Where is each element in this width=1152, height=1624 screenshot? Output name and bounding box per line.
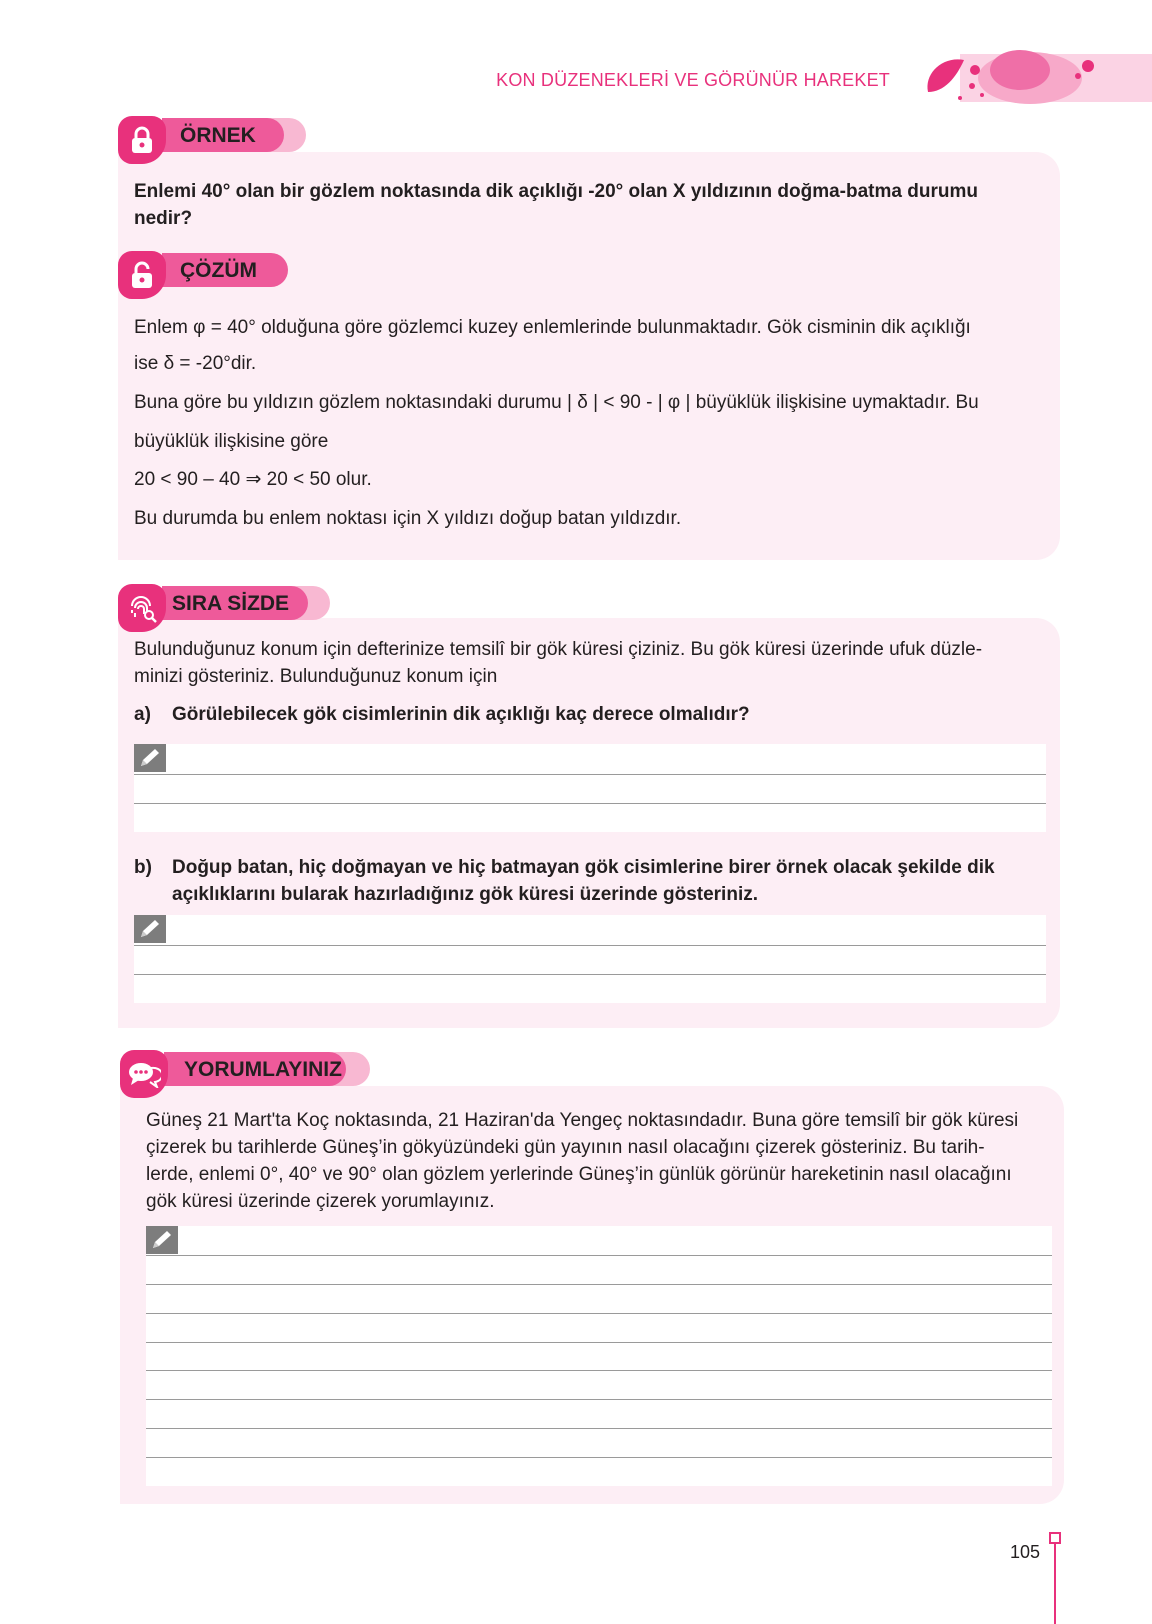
item-b-line1: Doğup batan, hiç doğmayan ve hiç batmayan gök cisimlerine birer örnek olacak şekilde dik [172,857,995,878]
item-a-text: Görülebilecek gök cisimlerinin dik açıklığı kaç derece olmalıdır? [172,704,750,725]
cozum-line4: büyüklük ilişkisine göre [134,431,329,452]
cozum-line1: Enlem φ = 40° olduğuna göre gözlemci kuzey enlemlerinde bulunmaktadır. Gök cisminin dik açıklığı [134,317,971,338]
cozum-tab [118,253,288,287]
cozum-line5: 20 < 90 – 40 ⇒ 20 < 50 olur. [134,469,372,490]
sira-sizde-intro-line1: Bulunduğunuz konum için defterinize temsilî bir gök küresi çiziniz. Bu gök küresi üzerinde ufuk düzle- [134,639,983,660]
cozum-line6: Bu durumda bu enlem noktası için X yıldızı doğup batan yıldızdır. [134,508,682,529]
answer-area-b[interactable] [134,915,1046,1003]
unlock-icon [118,251,166,299]
pencil-icon [134,744,166,772]
ornek-cozum-panel [118,152,1060,560]
item-a-label: a) [134,704,151,725]
sira-sizde-tab-label: SIRA SİZDE [172,592,290,615]
page-marker [1054,1534,1056,1624]
cozum-tab-label: ÇÖZÜM [180,259,257,282]
pencil-icon [146,1226,178,1254]
yorumlayiniz-line3: lerde, enlemi 0°, 40° ve 90° olan gözlem yerlerinde Güneş’in günlük görünür hareketinin nasıl olacağını [146,1164,1012,1185]
cozum-line3: Buna göre bu yıldızın gözlem noktasındaki durumu | δ | < 90 - | φ | büyüklük ilişkisine uymaktadır. Bu [134,392,979,413]
sira-sizde-intro-line2: minizi gösteriniz. Bulunduğunuz konum için [134,666,498,687]
header-decoration [920,48,1152,108]
ornek-tab-label: ÖRNEK [180,124,256,147]
item-b-line2: açıklıklarını bularak hazırladığınız gök küresi üzerinde gösteriniz. [172,884,759,905]
yorumlayiniz-tab-label: YORUMLAYINIZ [184,1058,342,1081]
cozum-line2: ise δ = -20°dir. [134,353,257,374]
running-title: KON DÜZENEKLERİ VE GÖRÜNÜR HAREKET [496,70,890,90]
answer-area-a[interactable] [134,744,1046,832]
pencil-icon [134,915,166,943]
page-number: 105 [1010,1542,1041,1562]
speech-bubbles-icon [120,1050,168,1098]
fingerprint-search-icon [118,584,166,632]
ornek-question-line1: Enlemi 40° olan bir gözlem noktasında dik açıklığı -20° olan X yıldızının doğma-batma durumu [134,181,978,202]
answer-area-yorum[interactable] [146,1226,1052,1486]
item-b-label: b) [134,857,152,878]
page-marker-cap [1049,1532,1061,1544]
yorumlayiniz-line4: gök küresi üzerinde çizerek yorumlayınız. [146,1191,495,1212]
ornek-tab [118,118,306,152]
ornek-question-line2: nedir? [134,208,193,229]
yorumlayiniz-tab [120,1052,370,1086]
sira-sizde-tab [118,586,328,620]
lock-icon [118,116,166,164]
yorumlayiniz-line1: Güneş 21 Mart'ta Koç noktasında, 21 Haziran'da Yengeç noktasındadır. Buna göre temsilî bir gök küresi [146,1110,1019,1131]
yorumlayiniz-line2: çizerek bu tarihlerde Güneş’in gökyüzündeki gün yayının nasıl olacağını çizerek gösteriniz. Bu tarih- [146,1137,985,1158]
